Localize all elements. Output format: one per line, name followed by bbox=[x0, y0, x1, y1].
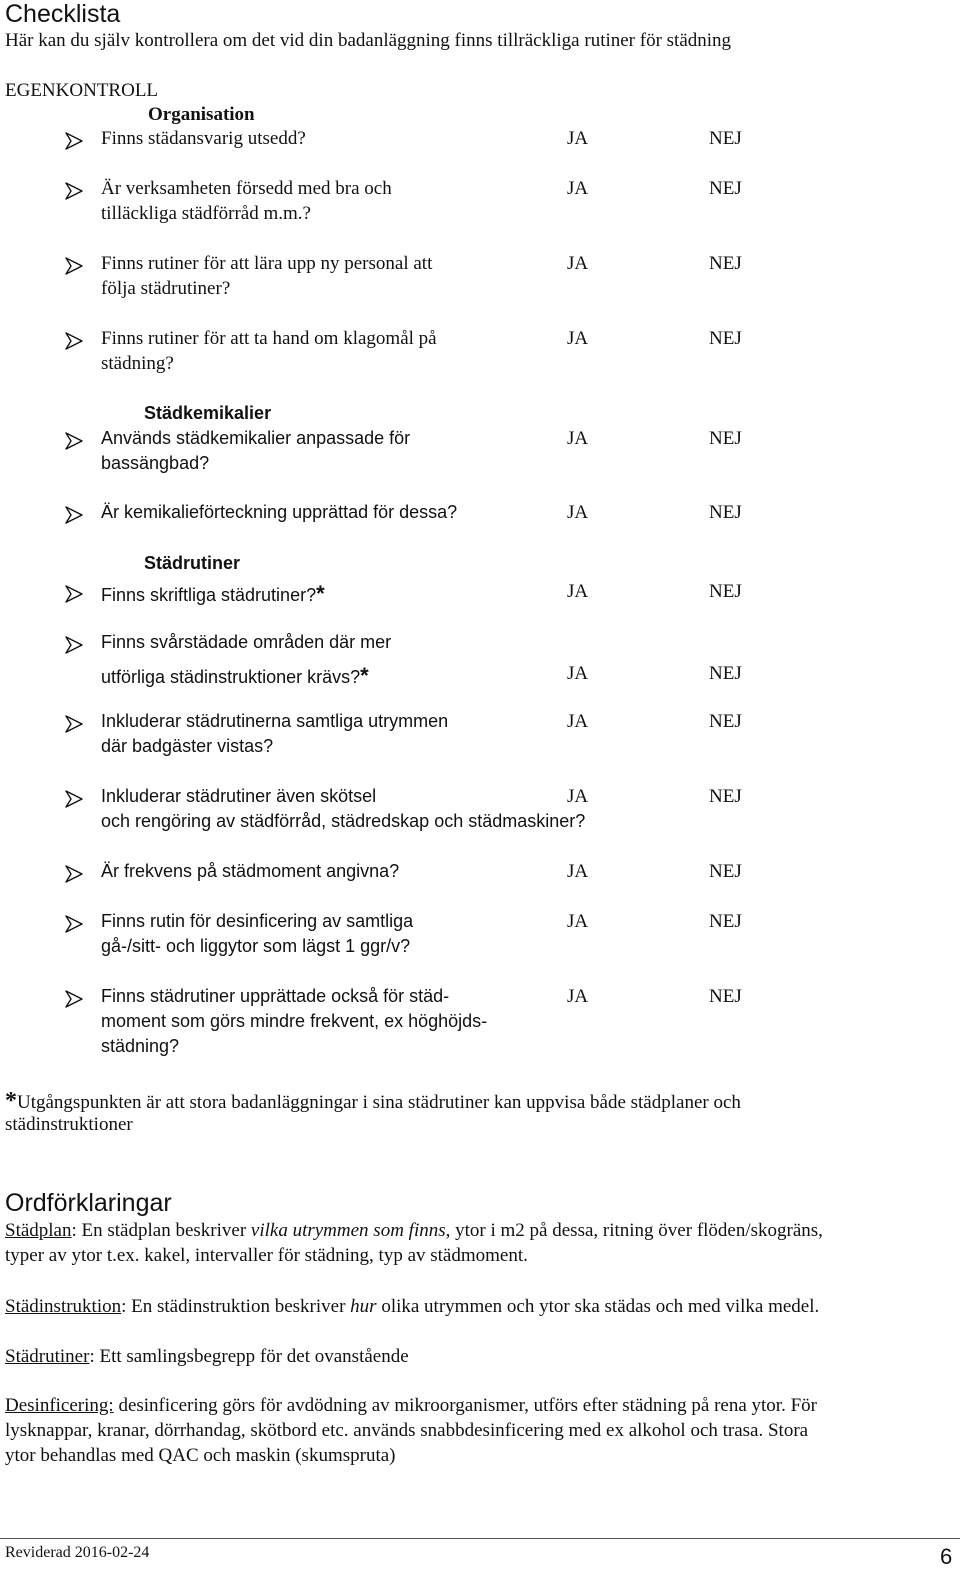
glossary-text: En städplan beskriver bbox=[81, 1220, 251, 1241]
question-line: Finns rutiner för att lära upp ny personal att bbox=[101, 253, 433, 274]
page-title: Checklista bbox=[5, 0, 121, 28]
question-text bbox=[101, 428, 410, 449]
glossary-text: Ett samlingsbegrepp för det ovanstående bbox=[99, 1346, 409, 1367]
question-line: Finns rutiner för att ta hand om klagomål på bbox=[101, 328, 437, 349]
footnote-marker: * bbox=[316, 581, 325, 606]
question-line: Är frekvens på städmoment angivna? bbox=[101, 861, 400, 881]
question-text bbox=[101, 1036, 179, 1057]
arrow-bullet-icon bbox=[64, 256, 84, 276]
glossary-entry-desinficering-line3: ytor behandlas med QAC och maskin (skumspruta) bbox=[5, 1445, 396, 1466]
question-line: Används städkemikalier anpassade för bbox=[101, 428, 411, 448]
answer-ja-option[interactable]: JA bbox=[567, 711, 589, 732]
footnote bbox=[5, 1088, 741, 1115]
question-text bbox=[101, 936, 410, 957]
glossary-heading: Ordförklaringar bbox=[5, 1189, 172, 1217]
footnote-text-line1: Utgångspunkten är att stora badanläggningar i sina städrutiner kan uppvisa både städplaner och bbox=[17, 1092, 741, 1113]
question-line: Finns svårstädade områden där mer bbox=[101, 632, 392, 652]
glossary-entry-desinficering-line2: lysknappar, kranar, dörrhandag, skötbord etc. används snabbdesinficering med ex alkohol och trasa. Stora bbox=[5, 1420, 809, 1441]
question-text bbox=[101, 786, 376, 807]
answer-nej-option[interactable]: NEJ bbox=[709, 663, 742, 684]
question-line: Är kemikalieförteckning upprättad för dessa? bbox=[101, 502, 458, 522]
question-line: utförliga städinstruktioner krävs? bbox=[101, 667, 361, 687]
arrow-bullet-icon bbox=[64, 714, 84, 734]
answer-nej-option[interactable]: NEJ bbox=[709, 786, 742, 807]
answer-nej-option[interactable]: NEJ bbox=[709, 986, 742, 1007]
question-text bbox=[101, 736, 273, 757]
page-subtitle: Här kan du själv kontrollera om det vid din badanläggning finns tillräckliga rutiner för städning bbox=[5, 30, 732, 51]
glossary-entry-stadrutiner bbox=[5, 1346, 409, 1368]
footnote-text-line2: städinstruktioner bbox=[5, 1114, 133, 1135]
question-line: följa städrutiner? bbox=[101, 278, 231, 299]
question-line: Finns skriftliga städrutiner? bbox=[101, 585, 317, 605]
question-line: Finns rutin för desinficering av samtliga bbox=[101, 911, 414, 931]
arrow-bullet-icon bbox=[64, 505, 84, 525]
question-text bbox=[101, 1011, 487, 1032]
answer-ja-option[interactable]: JA bbox=[567, 786, 589, 807]
answer-ja-option[interactable]: JA bbox=[567, 502, 589, 523]
answer-ja-option[interactable]: JA bbox=[567, 986, 589, 1007]
question-line: städning? bbox=[101, 1036, 180, 1056]
answer-ja-option[interactable]: JA bbox=[567, 911, 589, 932]
glossary-entry-stadinstruktion bbox=[5, 1296, 819, 1318]
arrow-bullet-icon bbox=[64, 635, 84, 655]
footnote-star: * bbox=[5, 1088, 17, 1114]
arrow-bullet-icon bbox=[64, 584, 84, 604]
arrow-bullet-icon bbox=[64, 864, 84, 884]
question-text bbox=[101, 203, 311, 225]
question-text bbox=[101, 353, 174, 375]
question-text bbox=[101, 986, 449, 1007]
glossary-entry-desinficering bbox=[5, 1395, 817, 1417]
question-text bbox=[101, 128, 306, 150]
question-line: gå-/sitt- och liggytor som lägst 1 ggr/v? bbox=[101, 936, 411, 956]
egenkontroll-label: EGENKONTROLL bbox=[5, 80, 159, 101]
glossary-text: olika utrymmen och ytor ska städas och med vilka medel. bbox=[376, 1296, 820, 1317]
question-line: moment som görs mindre frekvent, ex höghöjds- bbox=[101, 1011, 488, 1031]
answer-nej-option[interactable]: NEJ bbox=[709, 253, 742, 274]
answer-nej-option[interactable]: NEJ bbox=[709, 428, 742, 449]
section-heading-stadrutiner: Städrutiner bbox=[144, 553, 241, 573]
section-heading-stadkemikalier: Städkemikalier bbox=[144, 403, 272, 423]
question-text bbox=[101, 632, 391, 653]
glossary-entry-stadplan bbox=[5, 1220, 823, 1242]
question-text bbox=[101, 581, 325, 607]
arrow-bullet-icon bbox=[64, 789, 84, 809]
answer-nej-option[interactable]: NEJ bbox=[709, 581, 742, 602]
glossary-sep: : bbox=[71, 1220, 82, 1241]
arrow-bullet-icon bbox=[64, 431, 84, 451]
answer-nej-option[interactable]: NEJ bbox=[709, 178, 742, 199]
glossary-term: Städrutiner bbox=[5, 1346, 90, 1367]
glossary-entry-stadplan-line2: typer av ytor t.ex. kakel, intervaller för städning, typ av städmoment. bbox=[5, 1245, 528, 1266]
question-text bbox=[101, 711, 448, 732]
glossary-sep: : bbox=[89, 1346, 100, 1367]
footnote-marker: * bbox=[360, 663, 369, 688]
question-text bbox=[101, 861, 399, 882]
glossary-text-italic: hur bbox=[350, 1296, 377, 1317]
question-line: och rengöring av städförråd, städredskap och städmaskiner? bbox=[101, 811, 586, 831]
arrow-bullet-icon bbox=[64, 331, 84, 351]
question-line: där badgäster vistas? bbox=[101, 736, 274, 756]
answer-nej-option[interactable]: NEJ bbox=[709, 861, 742, 882]
question-text bbox=[101, 328, 437, 350]
glossary-text: , ytor i m2 på dessa, ritning över flöden/skogräns, bbox=[445, 1220, 823, 1241]
question-line: tilläckliga städförråd m.m.? bbox=[101, 203, 311, 224]
answer-nej-option[interactable]: NEJ bbox=[709, 128, 742, 149]
question-text bbox=[101, 178, 392, 200]
footer-page-number: 6 bbox=[940, 1544, 953, 1569]
question-text bbox=[101, 502, 457, 523]
answer-ja-option[interactable]: JA bbox=[567, 581, 589, 602]
question-text bbox=[101, 911, 413, 932]
answer-ja-option[interactable]: JA bbox=[567, 178, 589, 199]
glossary-term: Desinficering: bbox=[5, 1395, 114, 1416]
question-line: städning? bbox=[101, 353, 174, 374]
question-line: Finns städansvarig utsedd? bbox=[101, 128, 306, 149]
answer-nej-option[interactable]: NEJ bbox=[709, 328, 742, 349]
glossary-sep: : bbox=[121, 1296, 132, 1317]
question-text bbox=[101, 278, 230, 300]
answer-ja-option[interactable]: JA bbox=[567, 663, 589, 684]
question-line: Är verksamheten försedd med bra och bbox=[101, 178, 392, 199]
section-heading-organisation: Organisation bbox=[148, 104, 255, 125]
arrow-bullet-icon bbox=[64, 914, 84, 934]
answer-nej-option[interactable]: NEJ bbox=[709, 911, 742, 932]
question-line: bassängbad? bbox=[101, 453, 210, 473]
glossary-text: En städinstruktion beskriver bbox=[131, 1296, 351, 1317]
question-text bbox=[101, 811, 585, 832]
question-line: Finns städrutiner upprättade också för städ- bbox=[101, 986, 450, 1006]
arrow-bullet-icon bbox=[64, 181, 84, 201]
answer-nej-option[interactable]: NEJ bbox=[709, 502, 742, 523]
arrow-bullet-icon bbox=[64, 989, 84, 1009]
glossary-text: desinficering görs för avdödning av mikroorganismer, utförs efter städning på rena ytor. För bbox=[118, 1395, 817, 1416]
answer-ja-option[interactable]: JA bbox=[567, 428, 589, 449]
answer-ja-option[interactable]: JA bbox=[567, 253, 589, 274]
question-line: Inkluderar städrutinerna samtliga utrymmen bbox=[101, 711, 449, 731]
answer-ja-option[interactable]: JA bbox=[567, 128, 589, 149]
footer-revised: Reviderad 2016-02-24 bbox=[5, 1544, 150, 1561]
answer-nej-option[interactable]: NEJ bbox=[709, 711, 742, 732]
glossary-term: Städinstruktion bbox=[5, 1296, 122, 1317]
arrow-bullet-icon bbox=[64, 131, 84, 151]
glossary-term: Städplan bbox=[5, 1220, 72, 1241]
question-text bbox=[101, 453, 209, 474]
question-text bbox=[101, 663, 369, 689]
answer-ja-option[interactable]: JA bbox=[567, 328, 589, 349]
footer-divider bbox=[0, 1538, 960, 1539]
answer-ja-option[interactable]: JA bbox=[567, 861, 589, 882]
glossary-text-italic: vilka utrymmen som finns bbox=[250, 1220, 446, 1241]
question-text bbox=[101, 253, 432, 275]
question-line: Inkluderar städrutiner även skötsel bbox=[101, 786, 377, 806]
